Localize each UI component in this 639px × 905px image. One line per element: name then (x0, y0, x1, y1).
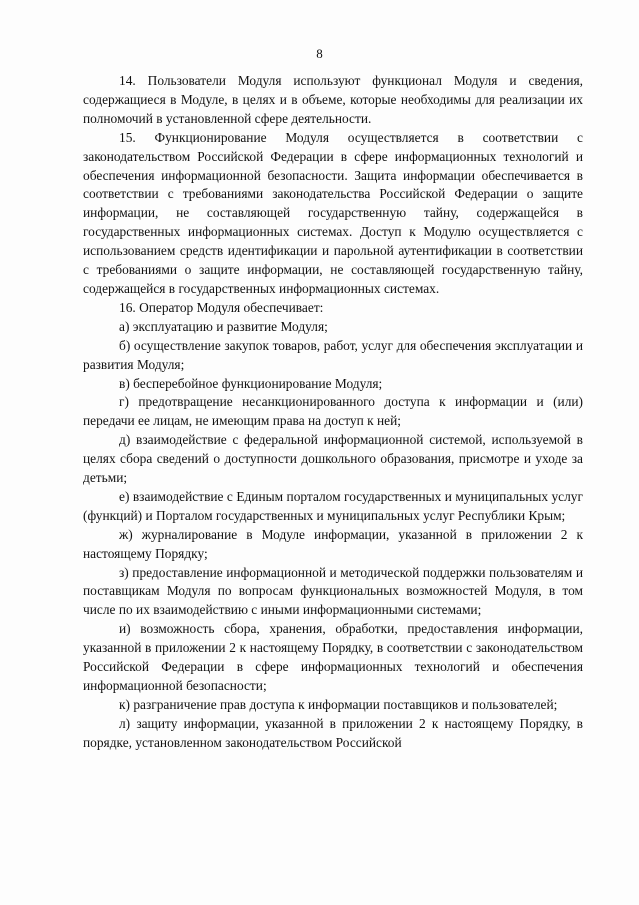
list-item-d: д) взаимодействие с федеральной информационной системой, используемой в целях сбора сведений о доступности дошкольного образования, присмотре и уходе за детьми; (83, 432, 583, 486)
list-item-b: б) осуществление закупок товаров, работ, услуг для обеспечения эксплуатации и развития Модуля; (83, 337, 583, 372)
paragraph-14: 14. Пользователи Модуля используют функционал Модуля и сведения, содержащиеся в Модуле, в целях и в объеме, которые необходимы для реализации их полномочий в установленной сфере деятельности. (83, 73, 583, 126)
list-item-v: в) бесперебойное функционирование Модуля; (119, 375, 383, 391)
list-item-z: з) предоставление информационной и методической поддержки пользователям и поставщикам Модуля по вопросам функциональных возможностей Модуля, в том числе по их взаимодействию с иными информационными системами; (83, 564, 583, 618)
list-item-a: а) эксплуатацию и развитие Модуля; (119, 318, 328, 334)
paragraph-16: 16. Оператор Модуля обеспечивает: (119, 299, 324, 315)
page-number: 8 (316, 46, 323, 61)
list-item-zh: ж) журналирование в Модуле информации, указанной в приложении 2 к настоящему Порядку; (83, 526, 583, 561)
list-item-g: г) предотвращение несанкционированного доступа к информации и (или) передачи ее лицам, не имеющим права на доступ к ней; (83, 394, 583, 429)
list-item-k: к) разграничение прав доступа к информации поставщиков и пользователей; (119, 696, 558, 712)
document-body (83, 72, 583, 753)
list-item-i: и) возможность сбора, хранения, обработки, предоставления информации, указанной в приложении 2 к настоящему Порядку, в соответствии с законодательством Российской Федерации в сфере информационных технологий и обеспечения информационной безопасности; (83, 621, 583, 693)
list-item-e: е) взаимодействие с Единым порталом государственных и муниципальных услуг (функций) и Порталом государственных и муниципальных услуг Республики Крым; (83, 488, 583, 523)
list-item-l: л) защиту информации, указанной в приложении 2 к настоящему Порядку, в порядке, установленном законодательством Российской (83, 715, 583, 750)
paragraph-15: 15. Функционирование Модуля осуществляется в соответствии с законодательством Российской Федерации в сфере информационных технологий и обеспечения информационной безопасности. Защита информации обеспечивается в соответствии с требованиями законодательства Российской Федерации о защите информации, не составляющей государственную тайну, содержащейся в государственных информационных системах. Доступ к Модулю осуществляется с использованием средств идентификации и парольной аутентификации в соответствии с требованиями о защите информации, не составляющей государственную тайну, содержащейся в государственных информационных системах. (83, 129, 583, 296)
